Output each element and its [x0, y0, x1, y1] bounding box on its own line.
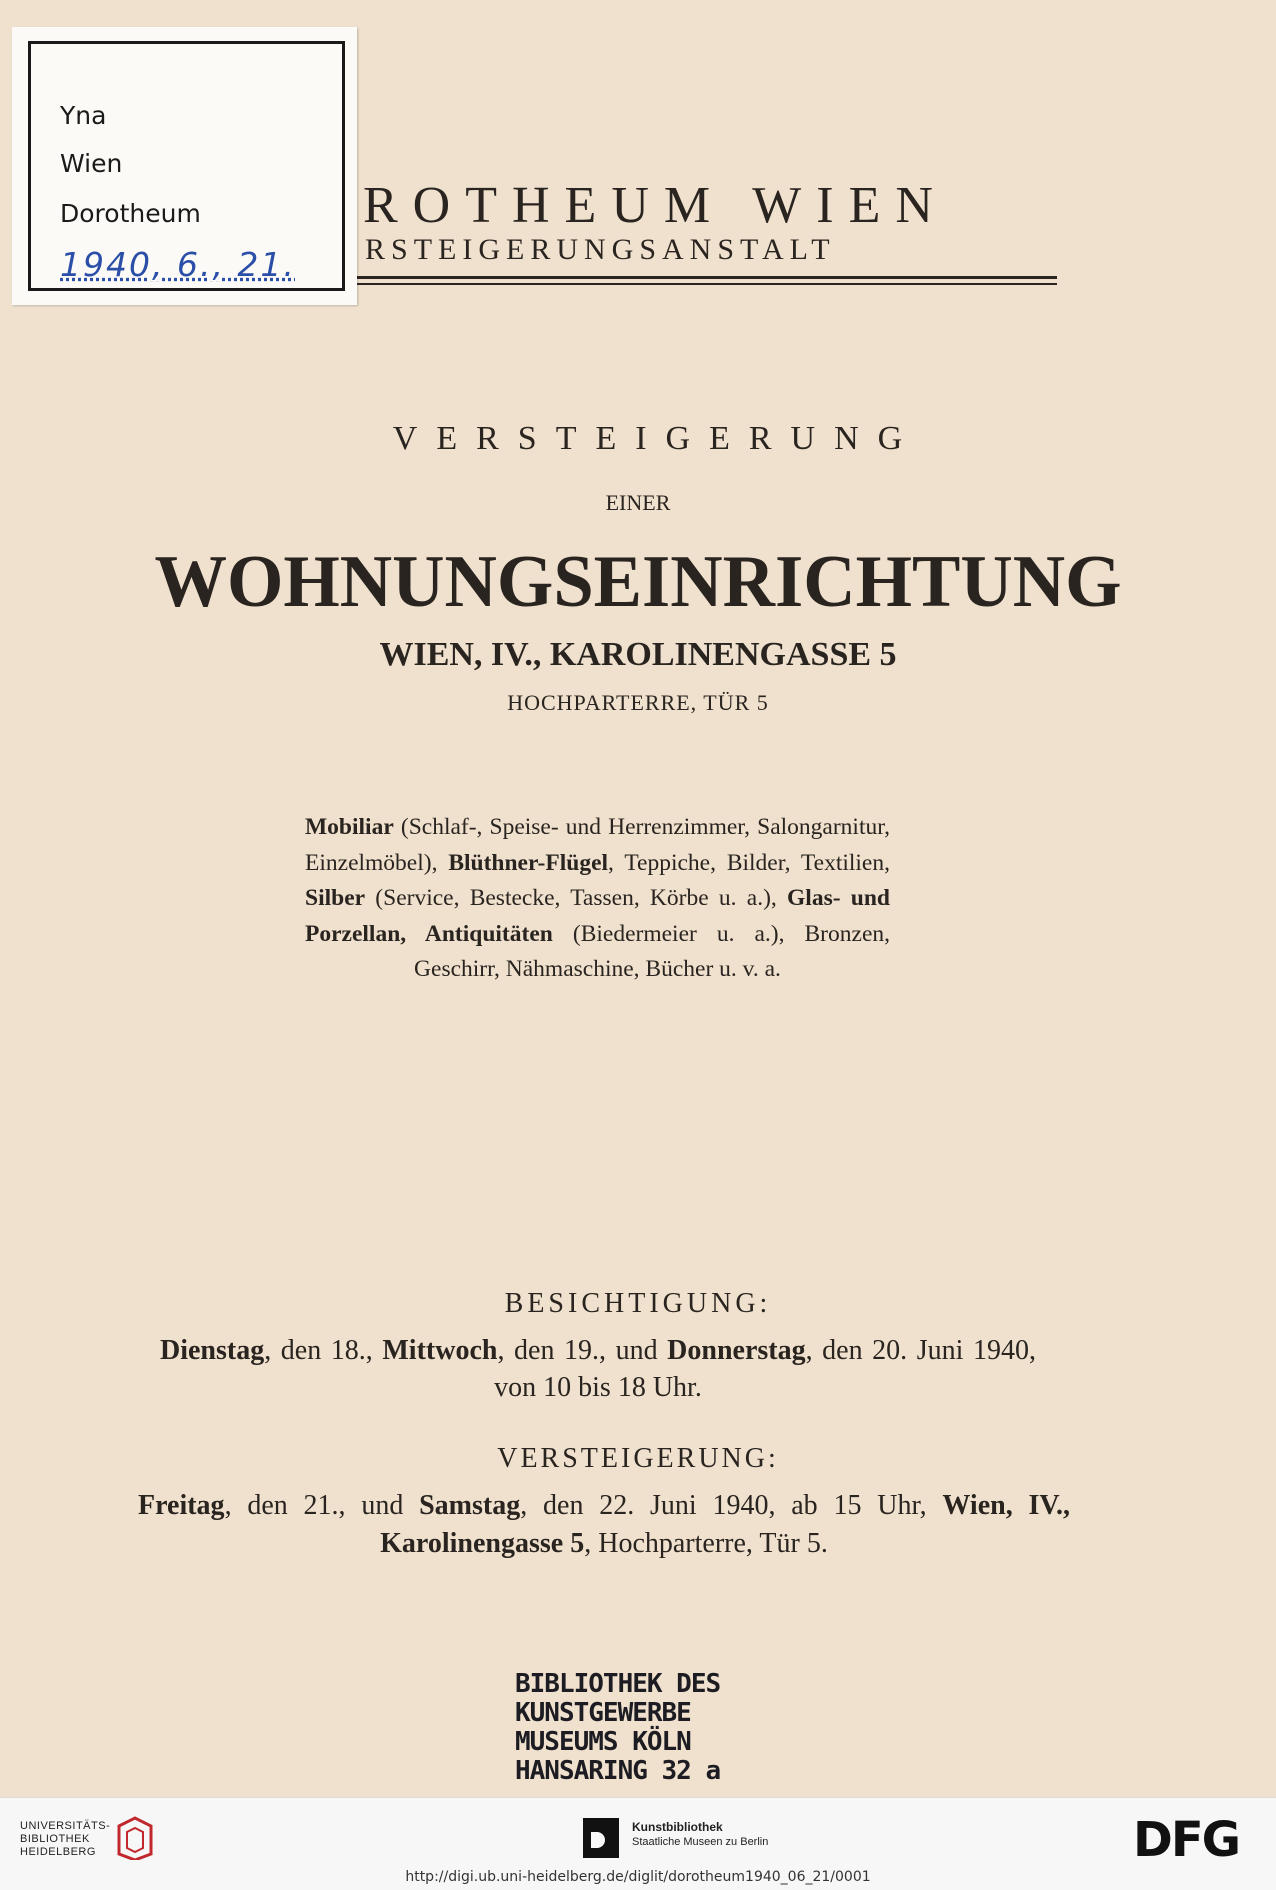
address: WIEN, IV., KAROLINENGASSE 5: [379, 636, 897, 673]
page-url[interactable]: http://digi.ub.uni-heidelberg.de/diglit/dorotheum1940_06_21/0001: [405, 1869, 871, 1885]
library-stamp: [515, 1670, 765, 1786]
auction-segment: , Hochparterre, Tür 5.: [584, 1528, 828, 1559]
ub-heidelberg-logo-text[interactable]: [20, 1820, 110, 1859]
desc-segment: (Biedermeier u. a.), Bronzen, Geschirr, Nähmaschine, Bücher u. v. a.: [414, 920, 890, 982]
stamp-line: KUNSTGEWERBE: [515, 1698, 691, 1728]
desc-segment: Glas- und Porzellan, Antiquitäten: [305, 885, 890, 947]
desc-segment: , Teppiche, Bilder, Textilien,: [608, 849, 890, 876]
label-line-3: Dorotheum: [60, 199, 201, 228]
desc-segment: Silber: [305, 885, 366, 911]
label-line-1: Yna: [60, 101, 107, 130]
dfg-logo[interactable]: DFG: [1133, 1812, 1240, 1868]
item-description: [305, 810, 890, 988]
header-title: ROTHEUM WIEN: [363, 177, 948, 234]
auction-segment: Freitag: [138, 1490, 225, 1521]
auction-segment: , den 21., und: [224, 1490, 420, 1521]
uni-line: BIBLIOTHEK: [20, 1833, 90, 1845]
viewing-heading: BESICHTIGUNG:: [504, 1288, 772, 1319]
label-handwritten-date: 1940, 6., 21.: [60, 245, 296, 284]
main-title: WOHNUNGSEINRICHTUNG: [154, 541, 1122, 623]
auction-heading: VERSTEIGERUNG: [392, 420, 922, 457]
desc-segment: (Service, Bestecke, Tassen, Körbe u. a.),: [365, 885, 788, 911]
desc-segment: (Schlaf-, Speise- und Herrenzimmer, Salongarnitur, Einzelmöbel),: [305, 814, 890, 876]
header-rule: [357, 276, 1057, 279]
header-rule-thin: [357, 283, 1057, 285]
auction-segment: Wien, IV., Karolinengasse 5: [380, 1490, 1070, 1559]
kb-subtitle: Staatliche Museen zu Berlin: [632, 1836, 769, 1848]
viewing-segment: Donnerstag: [667, 1335, 806, 1366]
desc-segment: Blüthner-Flügel: [448, 849, 609, 876]
viewing-segment: , den 19., und: [497, 1335, 668, 1366]
kunstbibliothek-logo-icon[interactable]: [583, 1818, 619, 1858]
viewer-footer: [0, 1797, 1276, 1890]
desc-segment: Mobiliar: [305, 814, 394, 840]
auction-segment: , den 22. Juni 1940, ab 15 Uhr,: [520, 1490, 943, 1521]
header-subtitle: RSTEIGERUNGSANSTALT: [365, 233, 836, 266]
viewing-segment: , den 18.,: [264, 1335, 383, 1366]
einer-label: EINER: [605, 490, 671, 515]
stamp-line: BIBLIOTHEK DES: [515, 1669, 721, 1699]
kb-title: Kunstbibliothek: [632, 1820, 723, 1834]
uni-line: UNIVERSITÄTS-: [20, 1820, 111, 1832]
stamp-line: MUSEUMS KÖLN: [515, 1727, 691, 1757]
auction-dates-heading: VERSTEIGERUNG:: [497, 1443, 779, 1474]
viewing-segment: , den 20. Juni 1940, von 10 bis 18 Uhr.: [494, 1335, 1036, 1403]
stamp-line: HANSARING 32 a: [515, 1756, 721, 1786]
viewing-segment: Mittwoch: [382, 1335, 498, 1366]
viewing-segment: Dienstag: [160, 1335, 265, 1366]
kunstbibliothek-logo-text[interactable]: [632, 1820, 768, 1849]
label-line-2: Wien: [60, 149, 123, 178]
ub-heidelberg-logo-icon[interactable]: [115, 1816, 153, 1860]
catalog-label: [12, 27, 357, 305]
viewing-dates: [160, 1332, 1036, 1406]
auction-dates: [138, 1487, 1070, 1563]
uni-line: HEIDELBERG: [20, 1846, 96, 1858]
floor-info: HOCHPARTERRE, TÜR 5: [507, 690, 769, 715]
auction-segment: Samstag: [419, 1490, 521, 1521]
